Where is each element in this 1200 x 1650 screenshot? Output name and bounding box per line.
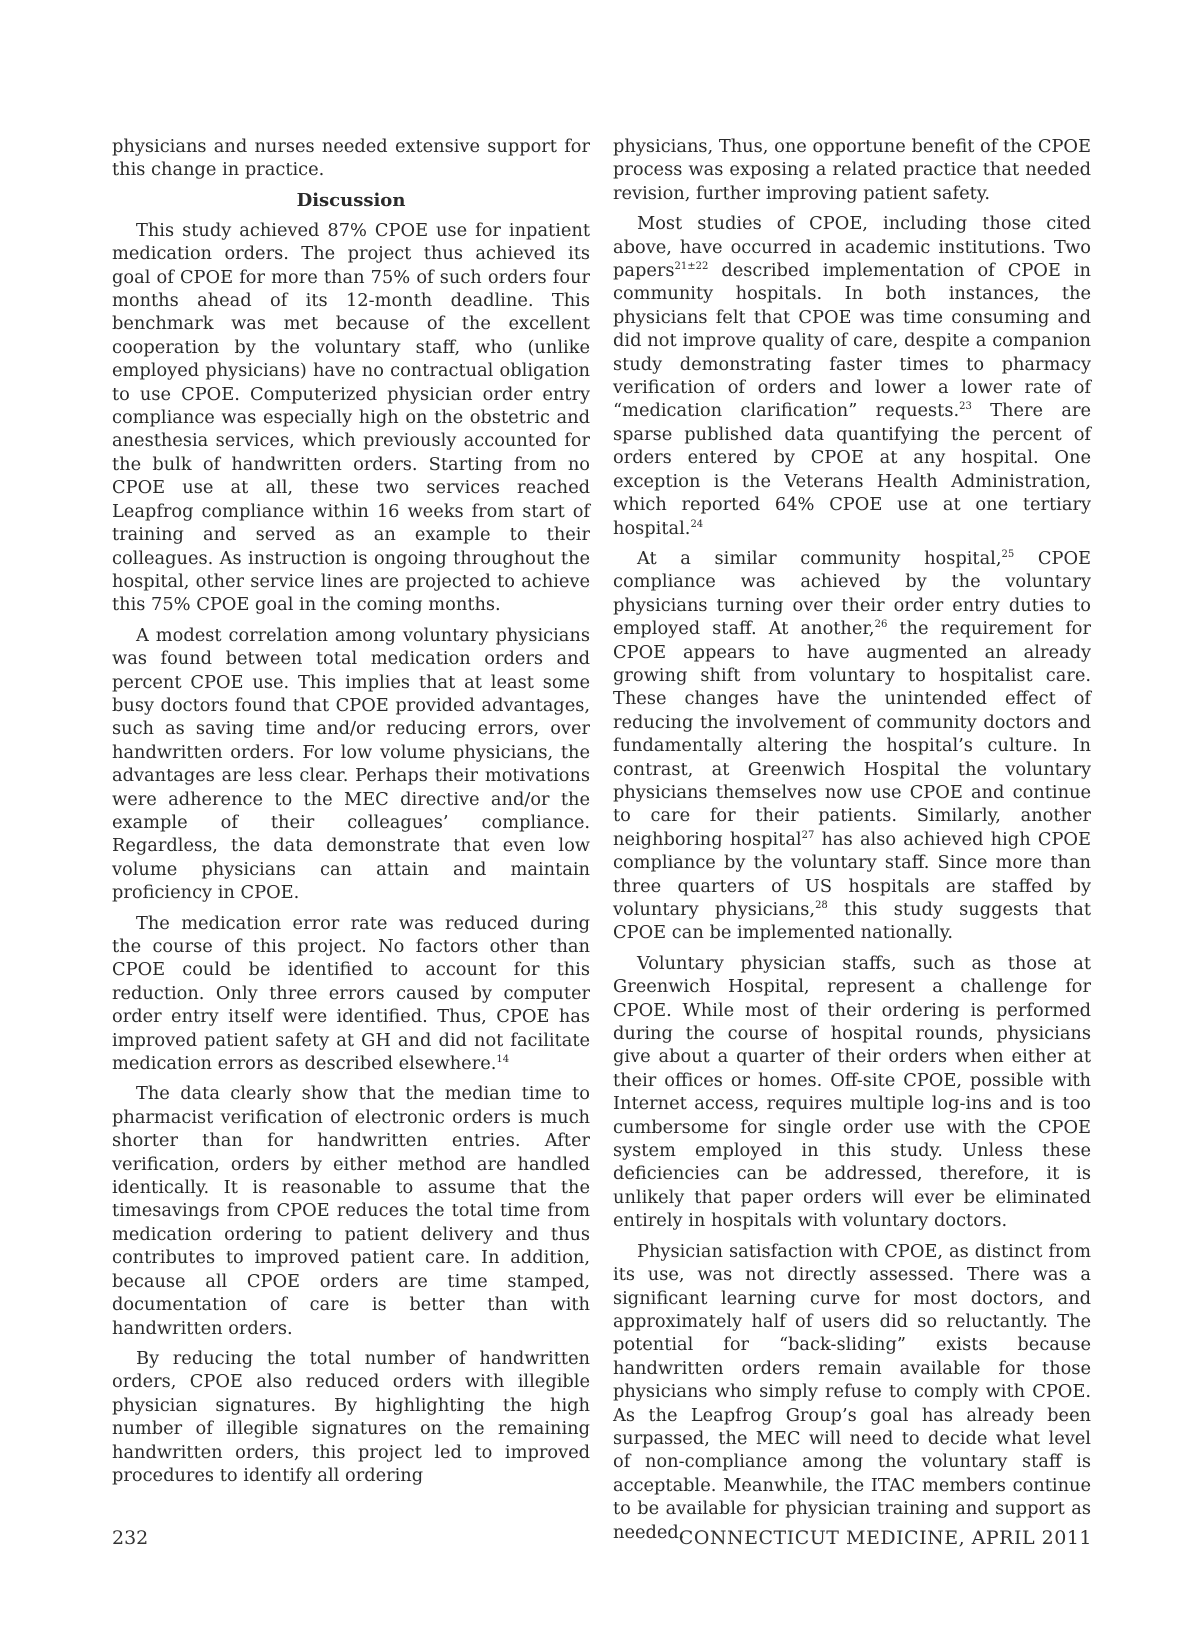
- paragraph: The data clearly show that the median time to pharmacist verification of electronic orders is much shorter than for handwritten entries. After verification, orders by either method are handled identically. It is reasonable to assume that the timesavings from CPOE reduces the total time from medication ordering to patient delivery and thus contributes to improved patient care. In addition, because all CPOE orders are time stamped, documentation of care is better than with handwritten orders.: [112, 1083, 590, 1339]
- reference-superscript: 23: [959, 401, 972, 413]
- paragraph-text: Most studies of CPOE, including those cited above, have occurred in academic institutions. Two papers: [613, 213, 1091, 282]
- journal-name: CONNECTICUT MEDICINE, APRIL 2011: [678, 1527, 1092, 1549]
- paragraph-text: described implementation of CPOE in community hospitals. In both instances, the physicians felt that CPOE was time consuming and did not improve quality of care, despite a companion study demonstrating faster times to pharmacy verification of orders and lower a lower rate of “medication clarification” requests.: [613, 260, 1091, 422]
- reference-superscript: 27: [801, 829, 815, 841]
- paragraph-text: the requirement for CPOE appears to have augmented an already growing shift from voluntary to hospitalist care. These changes have the unintended effect of reducing the involvement of community doctors and fundamentally altering the hospital’s culture. In contrast, at Greenwich Hospital the voluntary physicians themselves now use CPOE and continue to care for their patients. Similarly, another neighboring hospital: [613, 618, 1091, 850]
- paragraph: [613, 547, 1091, 945]
- paragraph: [112, 912, 590, 1076]
- reference-superscript: 14: [496, 1054, 510, 1066]
- paragraph: Physician satisfaction with CPOE, as distinct from its use, was not directly assessed. There was a significant learning curve for most doctors, and approximately half of users did so reluctantly. The potential for “back-sliding” exists because handwritten orders remain available for those physicians who simply refuse to comply with CPOE. As the Leapfrog Group’s goal has already been surpassed, the MEC will need to decide what level of non-compliance among the voluntary staff is acceptable. Meanwhile, the ITAC members continue to be available for physician training and support as needed.: [613, 1240, 1091, 1543]
- reference-superscript: 28: [815, 900, 828, 912]
- left-column: [112, 135, 590, 1494]
- page-number: 232: [112, 1527, 149, 1549]
- paragraph-text: CPOE compliance was achieved by the voluntary physicians turning over their order entry duties to employed staff. At another,: [613, 547, 1091, 640]
- reference-superscript: 26: [874, 619, 888, 631]
- paragraph-text: At a similar community hospital,: [637, 547, 1002, 569]
- paragraph-continued: physicians and nurses needed extensive support for this change in practice.: [112, 136, 590, 181]
- paragraph: Voluntary physician staffs, such as those at Greenwich Hospital, represent a challenge for CPOE. While most of their ordering is performed during the course of hospital rounds, physicians give about a quarter of their orders when either at their offices or homes. Off-site CPOE, possible with Internet access, requires multiple log-ins and is too cumbersome for single order use with the CPOE system employed in this study. Unless these deficiencies can be addressed, therefore, it is unlikely that paper orders will ever be eliminated entirely in hospitals with voluntary doctors.: [613, 952, 1091, 1232]
- paragraph-text: The medication error rate was reduced during the course of this project. No factors other than CPOE could be identified to account for this reduction. Only three errors caused by computer order entry itself were identified. Thus, CPOE has improved patient safety at GH and did not facilitate medication errors as described elsewhere.: [112, 912, 590, 1075]
- right-column: [613, 135, 1091, 1551]
- paragraph-text: There are sparse published data quantifying the percent of orders entered by CPOE at any hospital. One exception is the Veterans Health Administration, which reported 64% CPOE use at one tertiary hospital.: [613, 400, 1091, 539]
- reference-superscript: 25: [1001, 548, 1015, 560]
- paragraph-continued: physicians, Thus, one opportune benefit of the CPOE process was exposing a related practice that needed revision, further improving patient safety.: [613, 136, 1091, 204]
- paragraph: This study achieved 87% CPOE use for inpatient medication orders. The project thus achieved its goal of CPOE for more than 75% of such orders four months ahead of its 12-month deadline. This benchmark was met because of the excellent cooperation by the voluntary staff, who (unlike employed physicians) have no contractual obligation to use CPOE. Computerized physician order entry compliance was especially high on the obstetric and anesthesia services, which previously accounted for the bulk of handwritten orders. Starting from no CPOE use at all, these two services reached Leapfrog compliance within 16 weeks from start of training and served as an example to their colleagues. As instruction is ongoing throughout the hospital, other service lines are projected to achieve this 75% CPOE goal in the coming months.: [112, 219, 590, 616]
- reference-superscript: 21±22: [674, 261, 709, 273]
- paragraph: A modest correlation among voluntary physicians was found between total medication orders and percent CPOE use. This implies that at least some busy doctors found that CPOE provided advantages, such as saving time and/or reducing errors, over handwritten orders. For low volume physicians, the advantages are less clear. Perhaps their motivations were adherence to the MEC directive and/or the example of their colleagues’ compliance. Regardless, the data demonstrate that even low volume physicians can attain and maintain proficiency in CPOE.: [112, 624, 590, 904]
- paragraph-text: this study suggests that CPOE can be implemented nationally.: [613, 899, 1091, 944]
- paragraph-text: has also achieved high CPOE compliance by the voluntary staff. Since more than three quarters of US hospitals are staffed by voluntary physicians,: [613, 828, 1091, 920]
- paragraph: [613, 212, 1091, 540]
- section-heading-discussion: Discussion: [296, 189, 406, 211]
- reference-superscript: 24: [690, 518, 704, 530]
- paragraph: By reducing the total number of handwritten orders, CPOE also reduced orders with illegible physician signatures. By highlighting the high number of illegible signatures on the remaining handwritten orders, this project led to improved procedures to identify all ordering: [112, 1347, 590, 1486]
